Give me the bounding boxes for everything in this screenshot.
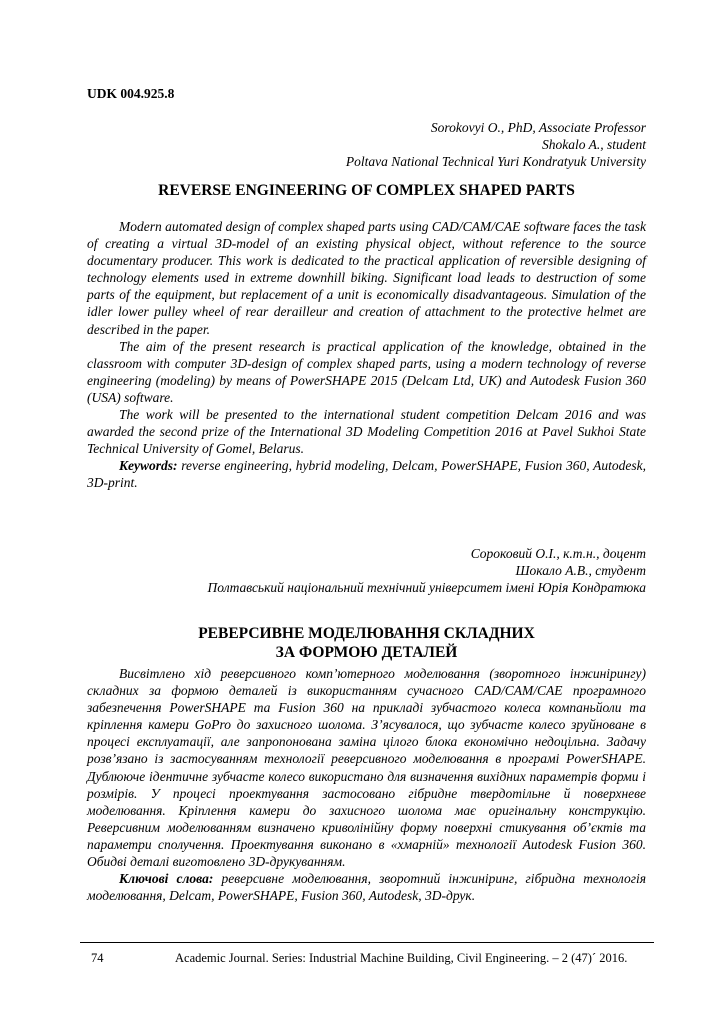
ukrainian-title: [87, 624, 646, 662]
keywords-paragraph: [87, 457, 646, 491]
abstract-paragraph: The work will be presented to the international student competition Delcam 2016 and was awarded the second prize of the International 3D Modeling Competition 2016 at Pavel Sukhoi State Technical University of Gomel, Belarus.: [87, 407, 646, 457]
abstract-paragraph: The aim of the present research is practical application of the knowledge, obtained in the classroom with computer 3D-design of complex shaped parts, using a modern technology of reverse engineering (modeling) by means of PowerSHAPE 2015 (Delcam Ltd, UK) and Autodesk Fusion 360 (USA) software.: [87, 338, 646, 405]
ukrainian-author-block: [126, 545, 646, 596]
author-line: Shokalo A., student: [542, 137, 646, 152]
english-title: REVERSE ENGINEERING OF COMPLEX SHAPED PARTS: [158, 182, 575, 199]
affiliation-line: Полтавський національний технічний університет імені Юрія Кондратюка: [207, 580, 646, 595]
keywords-label: Keywords:: [119, 458, 178, 474]
keywords-paragraph: [87, 870, 646, 904]
keywords-text: реверсивне моделювання, зворотний інжиніринг, гібридна технологія моделювання, Delcam, PowerSHAPE, Fusion 360, Autodesk, 3D-друк.: [87, 871, 647, 904]
page-number: 74: [91, 951, 104, 965]
footer-divider: [80, 942, 654, 943]
affiliation-line: Poltava National Technical Yuri Kondratyuk University: [345, 154, 646, 169]
author-line: Sorokovyi O., PhD, Associate Professor: [430, 120, 646, 135]
abstract-paragraph: Modern automated design of complex shaped parts using CAD/CAM/CAE software faces the task of creating a virtual 3D-model of an existing physical object, without reference to the source documentary producer. This work is dedicated to the practical application of reversible designing of technology elements used in extreme downhill biking. Significant load leads to destruction of some parts of the equipment, but replacement of a unit is economically disadvantageous. Simulation of the idler lower pulley wheel of rear derailleur and creation of attachment to the protective helmet are described in the paper.: [87, 219, 646, 337]
author-line: Шокало А.В., студент: [515, 563, 646, 578]
udk-code: UDK 004.925.8: [87, 86, 175, 101]
author-line: Сороковий О.І., к.т.н., доцент: [470, 546, 646, 561]
keywords-label: Ключові слова:: [119, 871, 214, 887]
title-line: РЕВЕРСИВНЕ МОДЕЛЮВАННЯ СКЛАДНИХ: [198, 625, 535, 642]
english-author-block: [126, 119, 646, 170]
title-line: ЗА ФОРМОЮ ДЕТАЛЕЙ: [275, 644, 458, 661]
keywords-text: reverse engineering, hybrid modeling, Delcam, PowerSHAPE, Fusion 360, Autodesk, 3D-print.: [87, 458, 646, 491]
english-abstract: [87, 218, 646, 492]
journal-citation: Academic Journal. Series: Industrial Machine Building, Civil Engineering. – 2 (47)´ 2016.: [175, 951, 628, 965]
ukrainian-abstract: [87, 665, 646, 904]
abstract-paragraph: Висвітлено хід реверсивного комп’ютерного моделювання (зворотного інжинірингу) складних за формою деталей із використанням сучасного CAD/CAM/CAE програмного забезпечення PowerSHAPE та Fusion 360 на прикладі зубчастого колеса компаньйоли та кріплення камери GoPro до захисного шолома. З’ясувалося, що зубчасте колесо зруйноване в процесі експлуатації, але запропонована заміна цілого блока економічно недоцільна. Задачу розв’язано із застосуванням технології реверсивного моделювання в програмі PowerSHAPE. Дублююче ідентичне зубчасте колесо використано для визначення вихідних параметрів форми і розмірів. У процесі проектування застосовано гібридне твердотільне й поверхневе моделювання. Кріплення камери до захисного шолома має оригінальну конструкцію. Реверсивним моделюванням визначено криволінійну форму поверхні стикування об’єктів та параметри сполучення. Проектування виконано в «хмарній» технології Autodesk Fusion 360. Обидві деталі виготовлено 3D-друкуванням.: [87, 666, 646, 870]
